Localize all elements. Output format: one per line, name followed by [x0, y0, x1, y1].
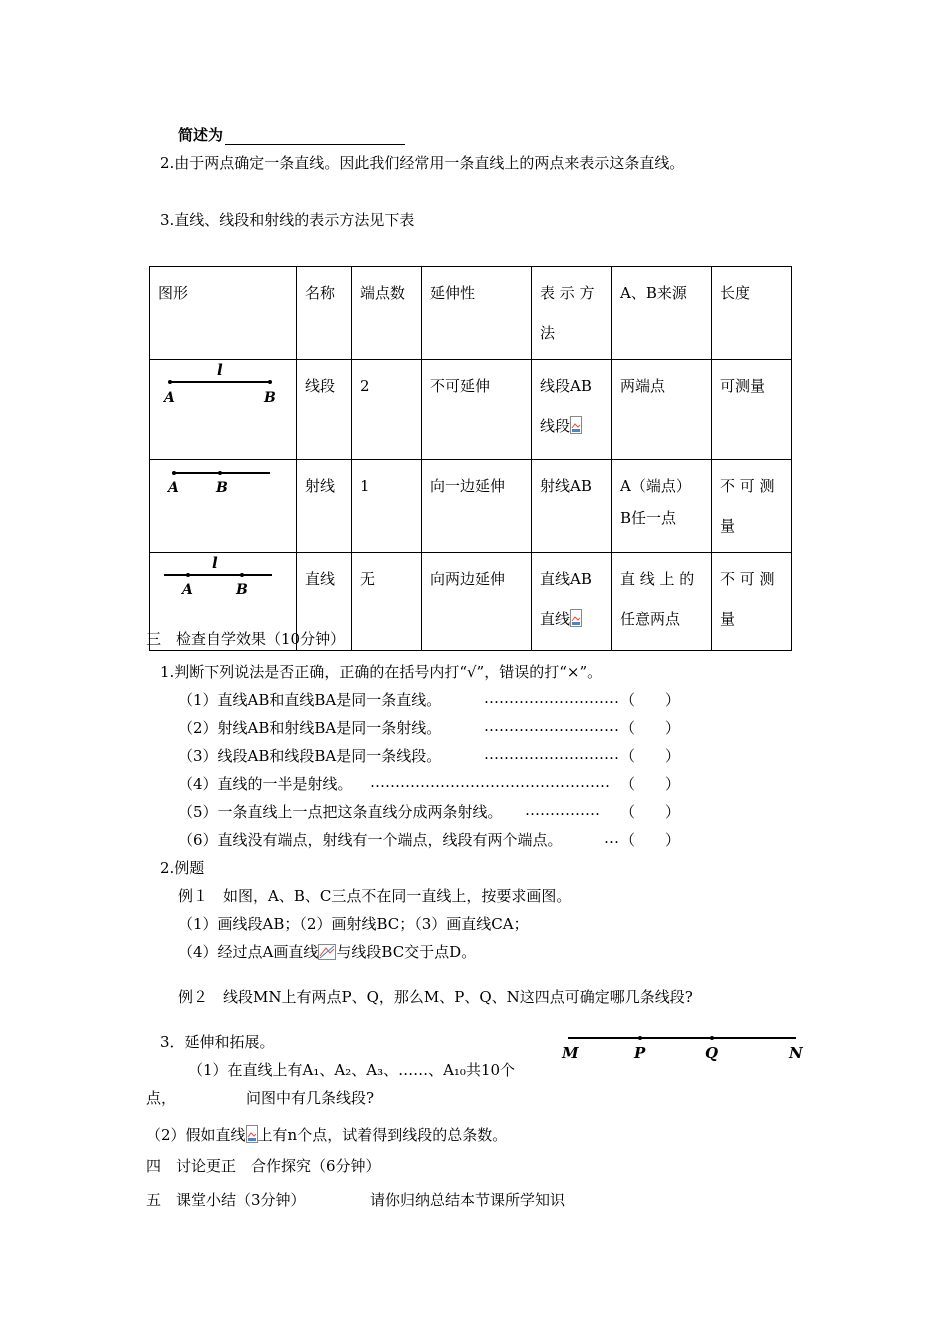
row-length: 不 可 测 量: [712, 460, 792, 553]
intro-item-2: 2.由于两点确定一条直线。因此我们经常用一条直线上的两点来表示这条直线。: [160, 154, 685, 172]
row-extension: 向两边延伸: [422, 553, 532, 651]
row-name: 射线: [297, 460, 352, 553]
row-endpoints: 2: [352, 360, 422, 460]
row-source: A（端点） B任一点: [612, 460, 712, 553]
judgement-2-dots: ………………………: [484, 717, 619, 735]
question-3-part-1b: 点，: [146, 1089, 177, 1107]
judgement-2-text: （2）射线AB和射线BA是同一条射线。: [178, 719, 442, 737]
intro-item-3: 3.直线、线段和射线的表示方法见下表: [160, 211, 415, 229]
section-4-title: 四 讨论更正 合作探究（6分钟）: [146, 1157, 381, 1175]
row-name: 线段: [297, 360, 352, 460]
header-notation: 表 示 方 法: [532, 267, 612, 360]
row-name: 直线: [297, 553, 352, 651]
ray-figure-cell: [150, 460, 297, 553]
row-endpoints: 1: [352, 460, 422, 553]
line-label-a: A: [182, 582, 193, 598]
judgement-4-text: （4）直线的一半是射线。: [178, 775, 353, 793]
section-5-title: 五 课堂小结（3分钟）: [146, 1191, 306, 1209]
row-endpoints: 无: [352, 553, 422, 651]
judgement-4-paren: （ ）: [620, 775, 681, 793]
judgement-6-paren: （ ）: [620, 831, 681, 849]
judgement-1-text: （1）直线AB和直线BA是同一条直线。: [178, 691, 442, 709]
header-shape: 图形: [150, 267, 297, 360]
judgement-1-dots: ………………………: [484, 689, 619, 707]
line-label-b: B: [236, 582, 248, 598]
row-source: 直 线 上 的 任意两点: [612, 553, 712, 651]
question-3: 3．延伸和拓展。: [160, 1033, 275, 1051]
table-header-row: [150, 267, 792, 360]
header-extension: 延伸性: [422, 267, 532, 360]
ray-label-a: A: [168, 480, 179, 496]
row-notation: 线段AB 线段: [532, 360, 612, 460]
label-q: Q: [705, 1044, 719, 1062]
row-extension: 不可延伸: [422, 360, 532, 460]
summary-line: [178, 124, 405, 145]
broken-image-icon: [570, 416, 582, 434]
header-length: 长度: [712, 267, 792, 360]
broken-image-icon: [318, 944, 336, 960]
table-row: [150, 460, 792, 553]
question-3-part-1a: （1）在直线上有A₁、A₂、A₃、……、A₁₀共10个: [188, 1061, 516, 1079]
table-row: [150, 360, 792, 460]
segment-figure-cell: [150, 360, 297, 460]
row-source: 两端点: [612, 360, 712, 460]
ray-figure: [150, 460, 296, 510]
judgement-6-text: （6）直线没有端点，射线有一个端点，线段有两个端点。: [178, 831, 563, 849]
broken-image-icon: [246, 1125, 258, 1143]
question-3-part-1c: 问图中有几条线段?: [246, 1089, 375, 1107]
header-name: 名称: [297, 267, 352, 360]
judgement-2-paren: （ ）: [620, 719, 681, 737]
example-1: 例１ 如图，A、B、C三点不在同一直线上，按要求画图。: [178, 887, 572, 905]
header-source: A、B来源: [612, 267, 712, 360]
header-endpoints: 端点数: [352, 267, 422, 360]
mpqn-figure: [558, 1030, 808, 1066]
judgement-3-text: （3）线段AB和线段BA是同一条线段。: [178, 747, 442, 765]
judgement-5-dots: ……………: [525, 801, 600, 819]
judgement-5-paren: （ ）: [620, 803, 681, 821]
summary-blank: [225, 130, 405, 145]
row-length: 不 可 测 量: [712, 553, 792, 651]
section-5-task: 请你归纳总结本节课所学知识: [370, 1191, 566, 1209]
broken-image-icon: [570, 609, 582, 627]
segment-label-a: A: [164, 390, 175, 406]
judgement-1-paren: （ ）: [620, 691, 681, 709]
row-notation: 射线AB: [532, 460, 612, 553]
row-notation: 直线AB 直线: [532, 553, 612, 651]
judgement-3-paren: （ ）: [620, 747, 681, 765]
label-p: P: [634, 1044, 646, 1062]
example-1-task-4: （4）经过点A画直线 与线段BC交于点D。: [178, 943, 477, 961]
section-3-title: 三 检查自学效果（10分钟）: [146, 630, 346, 648]
judgement-6-dots: …: [604, 829, 619, 847]
question-3-part-2: （2）假如直线 上有n个点，试着得到线段的总条数。: [146, 1126, 508, 1144]
segment-figure: [150, 360, 296, 420]
line-figure: [150, 553, 296, 613]
judgement-5-text: （5）一条直线上一点把这条直线分成两条射线。: [178, 803, 503, 821]
representation-table: [149, 266, 792, 651]
example-2: 例２ 线段MN上有两点P、Q，那么M、P、Q、N这四点可确定哪几条线段?: [178, 988, 693, 1006]
segment-label-b: B: [264, 390, 276, 406]
segment-label-l: l: [217, 361, 223, 379]
judgement-4-dots: …………………………………………: [370, 773, 610, 791]
question-2: 2.例题: [160, 859, 205, 877]
line-label-l: l: [212, 554, 218, 572]
row-extension: 向一边延伸: [422, 460, 532, 553]
summary-label: 简述为: [178, 126, 224, 144]
row-length: 可测量: [712, 360, 792, 460]
question-1: 1.判断下列说法是否正确，正确的在括号内打“√”，错误的打“×”。: [160, 663, 603, 681]
judgement-3-dots: ………………………: [484, 745, 619, 763]
example-1-tasks: （1）画线段AB；（2）画射线BC；（3）画直线CA；: [178, 915, 529, 933]
label-n: N: [789, 1044, 803, 1062]
label-m: M: [562, 1044, 579, 1062]
ray-label-b: B: [216, 480, 228, 496]
